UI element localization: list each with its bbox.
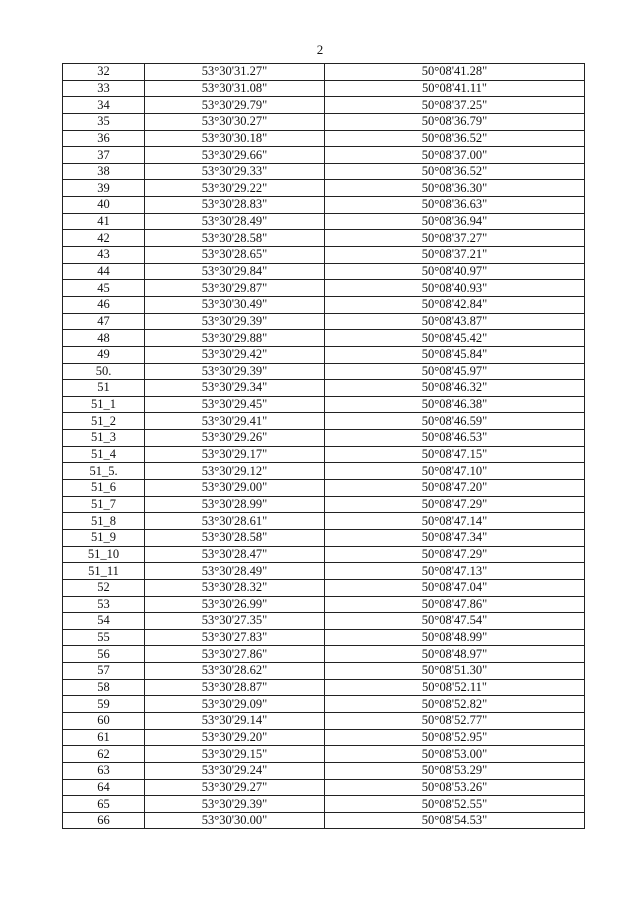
point-number-cell: 49	[63, 346, 145, 363]
longitude-cell: 50°08'47.20"	[325, 480, 585, 497]
latitude-cell: 53°30'29.20"	[145, 729, 325, 746]
longitude-cell: 50°08'40.97"	[325, 263, 585, 280]
table-row	[63, 663, 585, 680]
longitude-cell: 50°08'36.63"	[325, 197, 585, 214]
latitude-cell: 53°30'27.86"	[145, 646, 325, 663]
latitude-cell: 53°30'28.47"	[145, 546, 325, 563]
point-number-cell: 62	[63, 746, 145, 763]
longitude-cell: 50°08'36.94"	[325, 213, 585, 230]
latitude-cell: 53°30'30.18"	[145, 130, 325, 147]
table-row	[63, 646, 585, 663]
point-number-cell: 35	[63, 113, 145, 130]
point-number-cell: 51_4	[63, 446, 145, 463]
longitude-cell: 50°08'52.11"	[325, 679, 585, 696]
point-number-cell: 54	[63, 613, 145, 630]
longitude-cell: 50°08'53.26"	[325, 779, 585, 796]
point-number-cell: 51_10	[63, 546, 145, 563]
table-row	[63, 613, 585, 630]
table-row	[63, 480, 585, 497]
point-number-cell: 36	[63, 130, 145, 147]
table-row	[63, 796, 585, 813]
longitude-cell: 50°08'47.10"	[325, 463, 585, 480]
longitude-cell: 50°08'52.95"	[325, 729, 585, 746]
longitude-cell: 50°08'41.11"	[325, 80, 585, 97]
point-number-cell: 51_9	[63, 529, 145, 546]
point-number-cell: 58	[63, 679, 145, 696]
point-number-cell: 56	[63, 646, 145, 663]
latitude-cell: 53°30'28.61"	[145, 513, 325, 530]
longitude-cell: 50°08'46.38"	[325, 396, 585, 413]
table-row	[63, 213, 585, 230]
longitude-cell: 50°08'51.30"	[325, 663, 585, 680]
latitude-cell: 53°30'29.39"	[145, 313, 325, 330]
latitude-cell: 53°30'29.12"	[145, 463, 325, 480]
table-row	[63, 280, 585, 297]
latitude-cell: 53°30'29.42"	[145, 346, 325, 363]
latitude-cell: 53°30'29.66"	[145, 147, 325, 164]
point-number-cell: 57	[63, 663, 145, 680]
point-number-cell: 50.	[63, 363, 145, 380]
longitude-cell: 50°08'47.34"	[325, 529, 585, 546]
longitude-cell: 50°08'52.77"	[325, 712, 585, 729]
latitude-cell: 53°30'28.83"	[145, 197, 325, 214]
table-row	[63, 330, 585, 347]
point-number-cell: 66	[63, 812, 145, 829]
table-row	[63, 180, 585, 197]
point-number-cell: 41	[63, 213, 145, 230]
point-number-cell: 61	[63, 729, 145, 746]
longitude-cell: 50°08'47.86"	[325, 596, 585, 613]
latitude-cell: 53°30'29.15"	[145, 746, 325, 763]
page-number: 2	[316, 42, 324, 57]
longitude-cell: 50°08'48.97"	[325, 646, 585, 663]
latitude-cell: 53°30'29.00"	[145, 480, 325, 497]
latitude-cell: 53°30'30.00"	[145, 812, 325, 829]
longitude-cell: 50°08'47.54"	[325, 613, 585, 630]
latitude-cell: 53°30'28.62"	[145, 663, 325, 680]
latitude-cell: 53°30'27.83"	[145, 629, 325, 646]
table-row	[63, 529, 585, 546]
point-number-cell: 52	[63, 579, 145, 596]
longitude-cell: 50°08'43.87"	[325, 313, 585, 330]
table-row	[63, 296, 585, 313]
table-row	[63, 762, 585, 779]
table-row	[63, 712, 585, 729]
point-number-cell: 43	[63, 247, 145, 264]
longitude-cell: 50°08'46.53"	[325, 430, 585, 447]
point-number-cell: 51_5.	[63, 463, 145, 480]
latitude-cell: 53°30'30.49"	[145, 296, 325, 313]
latitude-cell: 53°30'29.27"	[145, 779, 325, 796]
longitude-cell: 50°08'40.93"	[325, 280, 585, 297]
longitude-cell: 50°08'47.13"	[325, 563, 585, 580]
longitude-cell: 50°08'46.59"	[325, 413, 585, 430]
table-row	[63, 97, 585, 114]
longitude-cell: 50°08'36.79"	[325, 113, 585, 130]
latitude-cell: 53°30'28.99"	[145, 496, 325, 513]
point-number-cell: 51_7	[63, 496, 145, 513]
longitude-cell: 50°08'45.42"	[325, 330, 585, 347]
table-row	[63, 430, 585, 447]
latitude-cell: 53°30'29.33"	[145, 163, 325, 180]
table-row	[63, 147, 585, 164]
point-number-cell: 51_3	[63, 430, 145, 447]
longitude-cell: 50°08'36.30"	[325, 180, 585, 197]
point-number-cell: 51_8	[63, 513, 145, 530]
latitude-cell: 53°30'30.27"	[145, 113, 325, 130]
latitude-cell: 53°30'29.26"	[145, 430, 325, 447]
table-row	[63, 746, 585, 763]
table-row	[63, 230, 585, 247]
table-row	[63, 346, 585, 363]
longitude-cell: 50°08'45.84"	[325, 346, 585, 363]
point-number-cell: 33	[63, 80, 145, 97]
table-row	[63, 413, 585, 430]
latitude-cell: 53°30'27.35"	[145, 613, 325, 630]
latitude-cell: 53°30'28.58"	[145, 529, 325, 546]
longitude-cell: 50°08'36.52"	[325, 130, 585, 147]
table-row	[63, 596, 585, 613]
table-row	[63, 363, 585, 380]
table-row	[63, 563, 585, 580]
longitude-cell: 50°08'47.15"	[325, 446, 585, 463]
table-row	[63, 380, 585, 397]
point-number-cell: 46	[63, 296, 145, 313]
latitude-cell: 53°30'29.45"	[145, 396, 325, 413]
latitude-cell: 53°30'29.09"	[145, 696, 325, 713]
point-number-cell: 51_11	[63, 563, 145, 580]
latitude-cell: 53°30'29.41"	[145, 413, 325, 430]
point-number-cell: 38	[63, 163, 145, 180]
point-number-cell: 63	[63, 762, 145, 779]
point-number-cell: 47	[63, 313, 145, 330]
longitude-cell: 50°08'36.52"	[325, 163, 585, 180]
table-row	[63, 812, 585, 829]
table-row	[63, 80, 585, 97]
latitude-cell: 53°30'29.79"	[145, 97, 325, 114]
table-row	[63, 696, 585, 713]
table-row	[63, 463, 585, 480]
table-row	[63, 64, 585, 81]
table-row	[63, 163, 585, 180]
point-number-cell: 64	[63, 779, 145, 796]
table-row	[63, 629, 585, 646]
latitude-cell: 53°30'29.17"	[145, 446, 325, 463]
latitude-cell: 53°30'29.39"	[145, 363, 325, 380]
longitude-cell: 50°08'37.25"	[325, 97, 585, 114]
latitude-cell: 53°30'28.65"	[145, 247, 325, 264]
point-number-cell: 48	[63, 330, 145, 347]
longitude-cell: 50°08'37.00"	[325, 147, 585, 164]
latitude-cell: 53°30'28.87"	[145, 679, 325, 696]
longitude-cell: 50°08'42.84"	[325, 296, 585, 313]
latitude-cell: 53°30'29.22"	[145, 180, 325, 197]
point-number-cell: 40	[63, 197, 145, 214]
table-row	[63, 446, 585, 463]
table-row	[63, 130, 585, 147]
table-row	[63, 113, 585, 130]
point-number-cell: 51_2	[63, 413, 145, 430]
table-row	[63, 197, 585, 214]
latitude-cell: 53°30'29.87"	[145, 280, 325, 297]
latitude-cell: 53°30'29.84"	[145, 263, 325, 280]
table-row	[63, 679, 585, 696]
longitude-cell: 50°08'37.21"	[325, 247, 585, 264]
table-row	[63, 513, 585, 530]
table-row	[63, 263, 585, 280]
longitude-cell: 50°08'47.29"	[325, 496, 585, 513]
table-row	[63, 579, 585, 596]
latitude-cell: 53°30'31.27"	[145, 64, 325, 81]
coordinates-table	[62, 63, 585, 829]
point-number-cell: 59	[63, 696, 145, 713]
latitude-cell: 53°30'29.34"	[145, 380, 325, 397]
point-number-cell: 37	[63, 147, 145, 164]
table-row	[63, 729, 585, 746]
longitude-cell: 50°08'53.00"	[325, 746, 585, 763]
table-row	[63, 496, 585, 513]
point-number-cell: 53	[63, 596, 145, 613]
point-number-cell: 44	[63, 263, 145, 280]
longitude-cell: 50°08'48.99"	[325, 629, 585, 646]
longitude-cell: 50°08'52.55"	[325, 796, 585, 813]
point-number-cell: 51_1	[63, 396, 145, 413]
coordinates-table-body	[63, 64, 585, 829]
longitude-cell: 50°08'47.04"	[325, 579, 585, 596]
longitude-cell: 50°08'46.32"	[325, 380, 585, 397]
point-number-cell: 39	[63, 180, 145, 197]
point-number-cell: 55	[63, 629, 145, 646]
latitude-cell: 53°30'28.32"	[145, 579, 325, 596]
longitude-cell: 50°08'47.29"	[325, 546, 585, 563]
latitude-cell: 53°30'26.99"	[145, 596, 325, 613]
table-row	[63, 779, 585, 796]
latitude-cell: 53°30'29.24"	[145, 762, 325, 779]
point-number-cell: 60	[63, 712, 145, 729]
table-row	[63, 313, 585, 330]
longitude-cell: 50°08'54.53"	[325, 812, 585, 829]
point-number-cell: 34	[63, 97, 145, 114]
latitude-cell: 53°30'28.58"	[145, 230, 325, 247]
latitude-cell: 53°30'28.49"	[145, 213, 325, 230]
longitude-cell: 50°08'41.28"	[325, 64, 585, 81]
latitude-cell: 53°30'31.08"	[145, 80, 325, 97]
point-number-cell: 45	[63, 280, 145, 297]
longitude-cell: 50°08'47.14"	[325, 513, 585, 530]
point-number-cell: 51_6	[63, 480, 145, 497]
latitude-cell: 53°30'28.49"	[145, 563, 325, 580]
longitude-cell: 50°08'45.97"	[325, 363, 585, 380]
table-row	[63, 546, 585, 563]
point-number-cell: 65	[63, 796, 145, 813]
table-row	[63, 396, 585, 413]
point-number-cell: 42	[63, 230, 145, 247]
table-row	[63, 247, 585, 264]
latitude-cell: 53°30'29.39"	[145, 796, 325, 813]
longitude-cell: 50°08'53.29"	[325, 762, 585, 779]
latitude-cell: 53°30'29.88"	[145, 330, 325, 347]
point-number-cell: 32	[63, 64, 145, 81]
longitude-cell: 50°08'37.27"	[325, 230, 585, 247]
longitude-cell: 50°08'52.82"	[325, 696, 585, 713]
point-number-cell: 51	[63, 380, 145, 397]
latitude-cell: 53°30'29.14"	[145, 712, 325, 729]
